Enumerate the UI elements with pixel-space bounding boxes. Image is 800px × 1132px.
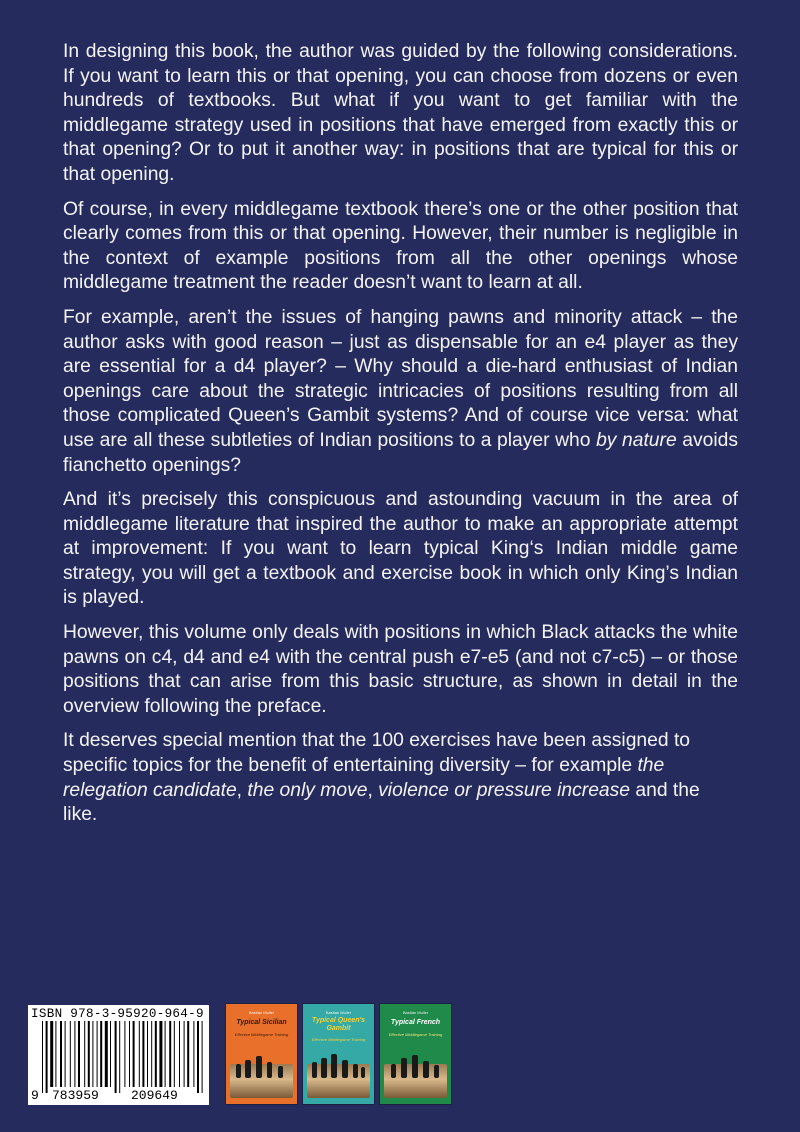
barcode-first-digit: 9 [31,1088,39,1103]
barcode-bar [70,1021,71,1087]
book-cover-french [380,1004,451,1104]
book-author: Bastian Muller [402,1010,429,1015]
paragraph-2: Of course, in every middlegame textbook there’s one or the other position that clearly comes from this or that opening. However, their number is negligible in the context of example positions from all the other openings whose middlegame treatment the reader doesn’t want to learn at all. [63,198,738,294]
chess-pieces-image [232,1052,292,1082]
paragraph-6-sep-a: , [236,779,248,801]
barcode-bar [202,1021,203,1093]
paragraph-6-text-a: It deserves special mention that the 100 exercises have been assigned to specific topics for the benefit of entertaining diversity – for example [63,730,691,777]
barcode-bar [74,1021,75,1087]
paragraph-6-sep-b: , [367,779,379,801]
book-title: Typical Sicilian [236,1019,287,1026]
barcode-bar [169,1021,171,1087]
barcode-right-digits: 209649 [131,1088,178,1103]
topic-violence-pressure: violence or pressure increase [378,779,631,801]
isbn-barcode [28,1005,209,1105]
paragraph-3-text-a: For example, aren’t the issues of hanging pawns and minority attack – the author asks with good reason – just as dispensable for an e4 player as they are essential for a d4 player? – Why should a die-hard enthusiast of Indian openings care about the strategic intricacies of positions resulting from all those complicated Queen’s Gambit systems? And of course vice versa: what use are all these subtleties of Indian positions to a player who [63,306,738,451]
barcode-bar [65,1021,66,1087]
barcode-bar [88,1021,90,1087]
barcode-bar [124,1021,125,1087]
paragraph-1: In designing this book, the author was guided by the following considerations. If you want to learn this or that opening, you can choose from dozens or even hundreds of textbooks. But what if you want to get familiar with the middlegame strategy used in positions that have emerged from exactly this or that opening? Or to put it another way: in positions that are typical for this or that opening. [63,41,738,185]
barcode-bar [159,1021,162,1087]
back-cover-text [63,40,738,838]
paragraph-3-emphasis: by nature [596,429,677,451]
barcode-bar [133,1021,135,1087]
barcode-bar [84,1021,85,1087]
barcode-bar [100,1021,102,1087]
barcode-bar [174,1021,175,1087]
paragraph-3 [63,306,738,478]
barcode-bar [197,1021,199,1093]
barcode-bar [193,1021,194,1087]
barcode-bar [184,1021,185,1087]
book-cover-sicilian [226,1004,297,1104]
barcode-bar [78,1021,80,1087]
barcode-bar [55,1021,56,1087]
barcode-bar [165,1021,166,1087]
book-cover-queens-gambit [303,1004,374,1104]
barcode-bar [42,1021,43,1093]
barcode-left-digits: 783959 [52,1088,99,1103]
barcode-bar [155,1021,157,1087]
barcode-bar [151,1021,152,1087]
topic-relegation-candidate: the relegation candidate [63,755,665,801]
barcode-bar [187,1021,189,1087]
isbn-label: ISBN 978-3-95920-964-9 [31,1007,204,1021]
book-author: Bastian Muller [248,1010,275,1015]
paragraph-6-text-b: and the like. [63,779,700,826]
barcode-bar [179,1021,180,1087]
barcode-bar [60,1021,62,1087]
paragraph-4: And it’s precisely this conspicuous and astounding vacuum in the area of middlegame literature that inspired the author to make an appropriate attempt at improvement: If you want to learn typical King‘s Indian middle game strategy, you will get a textbook and exercise book in which only King’s Indian is played. [63,489,738,609]
barcode-bar [142,1021,144,1087]
paragraph-6 [63,729,738,827]
barcode-bar [129,1021,130,1087]
paragraph-5: However, this volume only deals with positions in which Black attacks the white pawns on c4, d4 and e4 with the central push e7-e5 (and not c7-c5) – or those positions that can arise from this basic structure, as shown in detail in the overview following the preface. [63,622,738,717]
barcode-bar [119,1021,120,1093]
book-subtitle: Effective Middlegame Training [234,1032,289,1037]
barcode-bar [110,1021,111,1087]
barcode-bar [105,1021,108,1087]
chess-pieces-image [309,1052,369,1082]
chess-pieces-image [386,1052,446,1082]
barcode-bar [147,1021,148,1087]
barcode-bar [139,1021,140,1087]
book-title: Typical French [390,1019,441,1026]
book-subtitle: Effective Middlegame Training [311,1037,366,1042]
book-author: Bastian Muller [325,1010,352,1015]
book-title: Typical Queen's Gambit [311,1017,366,1032]
barcode-bar [50,1021,53,1087]
topic-only-move: the only move [247,779,368,801]
barcode-bar [46,1021,48,1093]
barcode-bar [92,1021,93,1087]
barcode-bars [30,1021,207,1093]
barcode-bar [115,1021,117,1093]
paragraph-3-text-b: avoids fianchetto openings? [63,429,738,476]
barcode-bar [97,1021,98,1087]
book-subtitle: Effective Middlegame Training [388,1032,443,1037]
